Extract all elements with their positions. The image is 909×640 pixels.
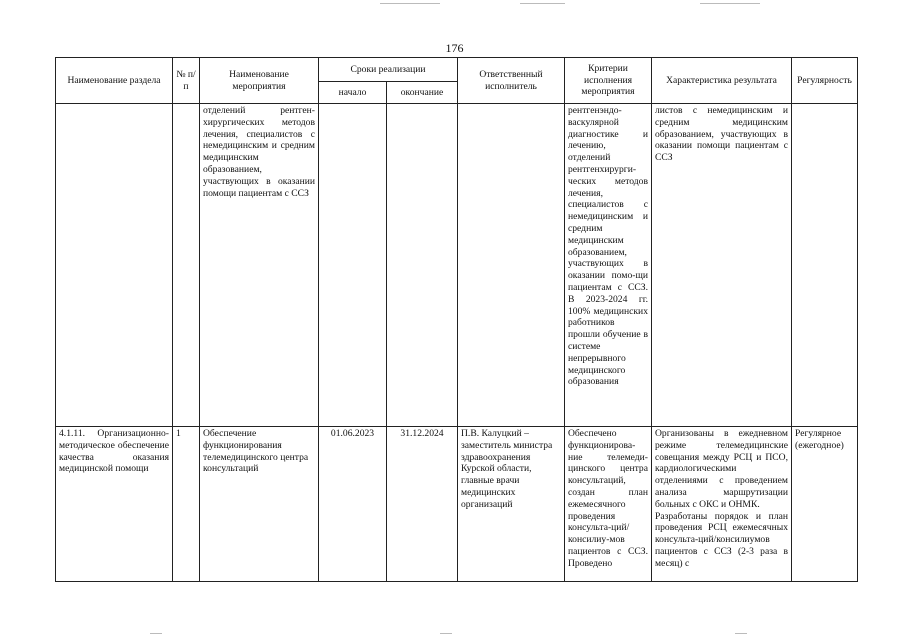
header-responsible: Ответственный исполнитель [458,58,565,104]
header-criteria: Критерии исполнения мероприятия [565,58,652,104]
header-result: Характеристика результата [652,58,792,104]
cell-num: 1 [173,427,200,582]
cell-responsible: П.В. Калуцкий – заместитель министра здравоохранения Курской области, главные врачи медицинских организаций [458,427,565,582]
cell-result [652,427,792,582]
cell-result-para-2: Разработаны порядок и план проведения РСЦ ежемесячных консульта-ций/консилиумов пациентов с ССЗ (2-3 раза в месяц) с [655,510,788,569]
cell-section [56,104,173,427]
table-row [56,104,858,427]
events-table [55,57,858,582]
cell-result: листов с немедицинским и средним медицинским образованием, участвующих в оказании помощи пациентам с ССЗ [652,104,792,427]
header-start: начало [319,82,387,104]
cell-num [173,104,200,427]
header-end: окончание [387,82,458,104]
cell-responsible [458,104,565,427]
cell-end: 31.12.2024 [387,427,458,582]
table-row [56,427,858,582]
cell-criteria: Обеспечено функционирова-ние телемеди-цинского центра консультаций, создан план ежемесячного проведения консульта-ций/консилиу-мов пациентов с ССЗ. Проведено [565,427,652,582]
cell-start: 01.06.2023 [319,427,387,582]
scan-artifact-top [380,3,440,4]
cell-regularity: Регулярное (ежегодное) [792,427,858,582]
cell-criteria: рентгенэндо-васкулярной диагностике и лечению, отделений рентгенхирурги-ческих методов лечения, специалистов с немедицинским и средним медицинским образованием, участвующих в оказании помо-щи пациентам с ССЗ. В 2023-2024 гг. 100% медицинских работников прошли обучение в системе непрерывного медицинского образования [565,104,652,427]
scan-artifact-top [700,3,760,4]
cell-result-para-1: Организованы в ежедневном режиме телемедицинские совещания между РСЦ и ПСО, кардиологическими отделениями с проведением анализа маршрутизации больных с ОКС и ОНМК. [655,428,788,510]
scan-artifact-top [520,3,565,4]
header-row-top [56,58,858,82]
header-regularity: Регулярность [792,58,858,104]
cell-section: 4.1.11. Организационно-методическое обеспечение качества оказания медицинской помощи [56,427,173,582]
header-terms: Сроки реализации [319,58,458,82]
cell-regularity [792,104,858,427]
page-number: 176 [445,41,464,55]
scan-artifact-bottom [735,633,747,634]
cell-event: отделений рентген-хирургических методов лечения, специалистов с немедицинским и средним медицинским образованием, участвующих в оказании помощи пациентам с ССЗ [200,104,319,427]
scan-artifact-bottom [150,633,162,634]
cell-end [387,104,458,427]
cell-start [319,104,387,427]
header-event: Наименование мероприятия [200,58,319,104]
header-section: Наименование раздела [56,58,173,104]
cell-event: Обеспечение функционирования телемедицинского центра консультаций [200,427,319,582]
header-num: № п/п [173,58,200,104]
scan-artifact-bottom [440,633,452,634]
